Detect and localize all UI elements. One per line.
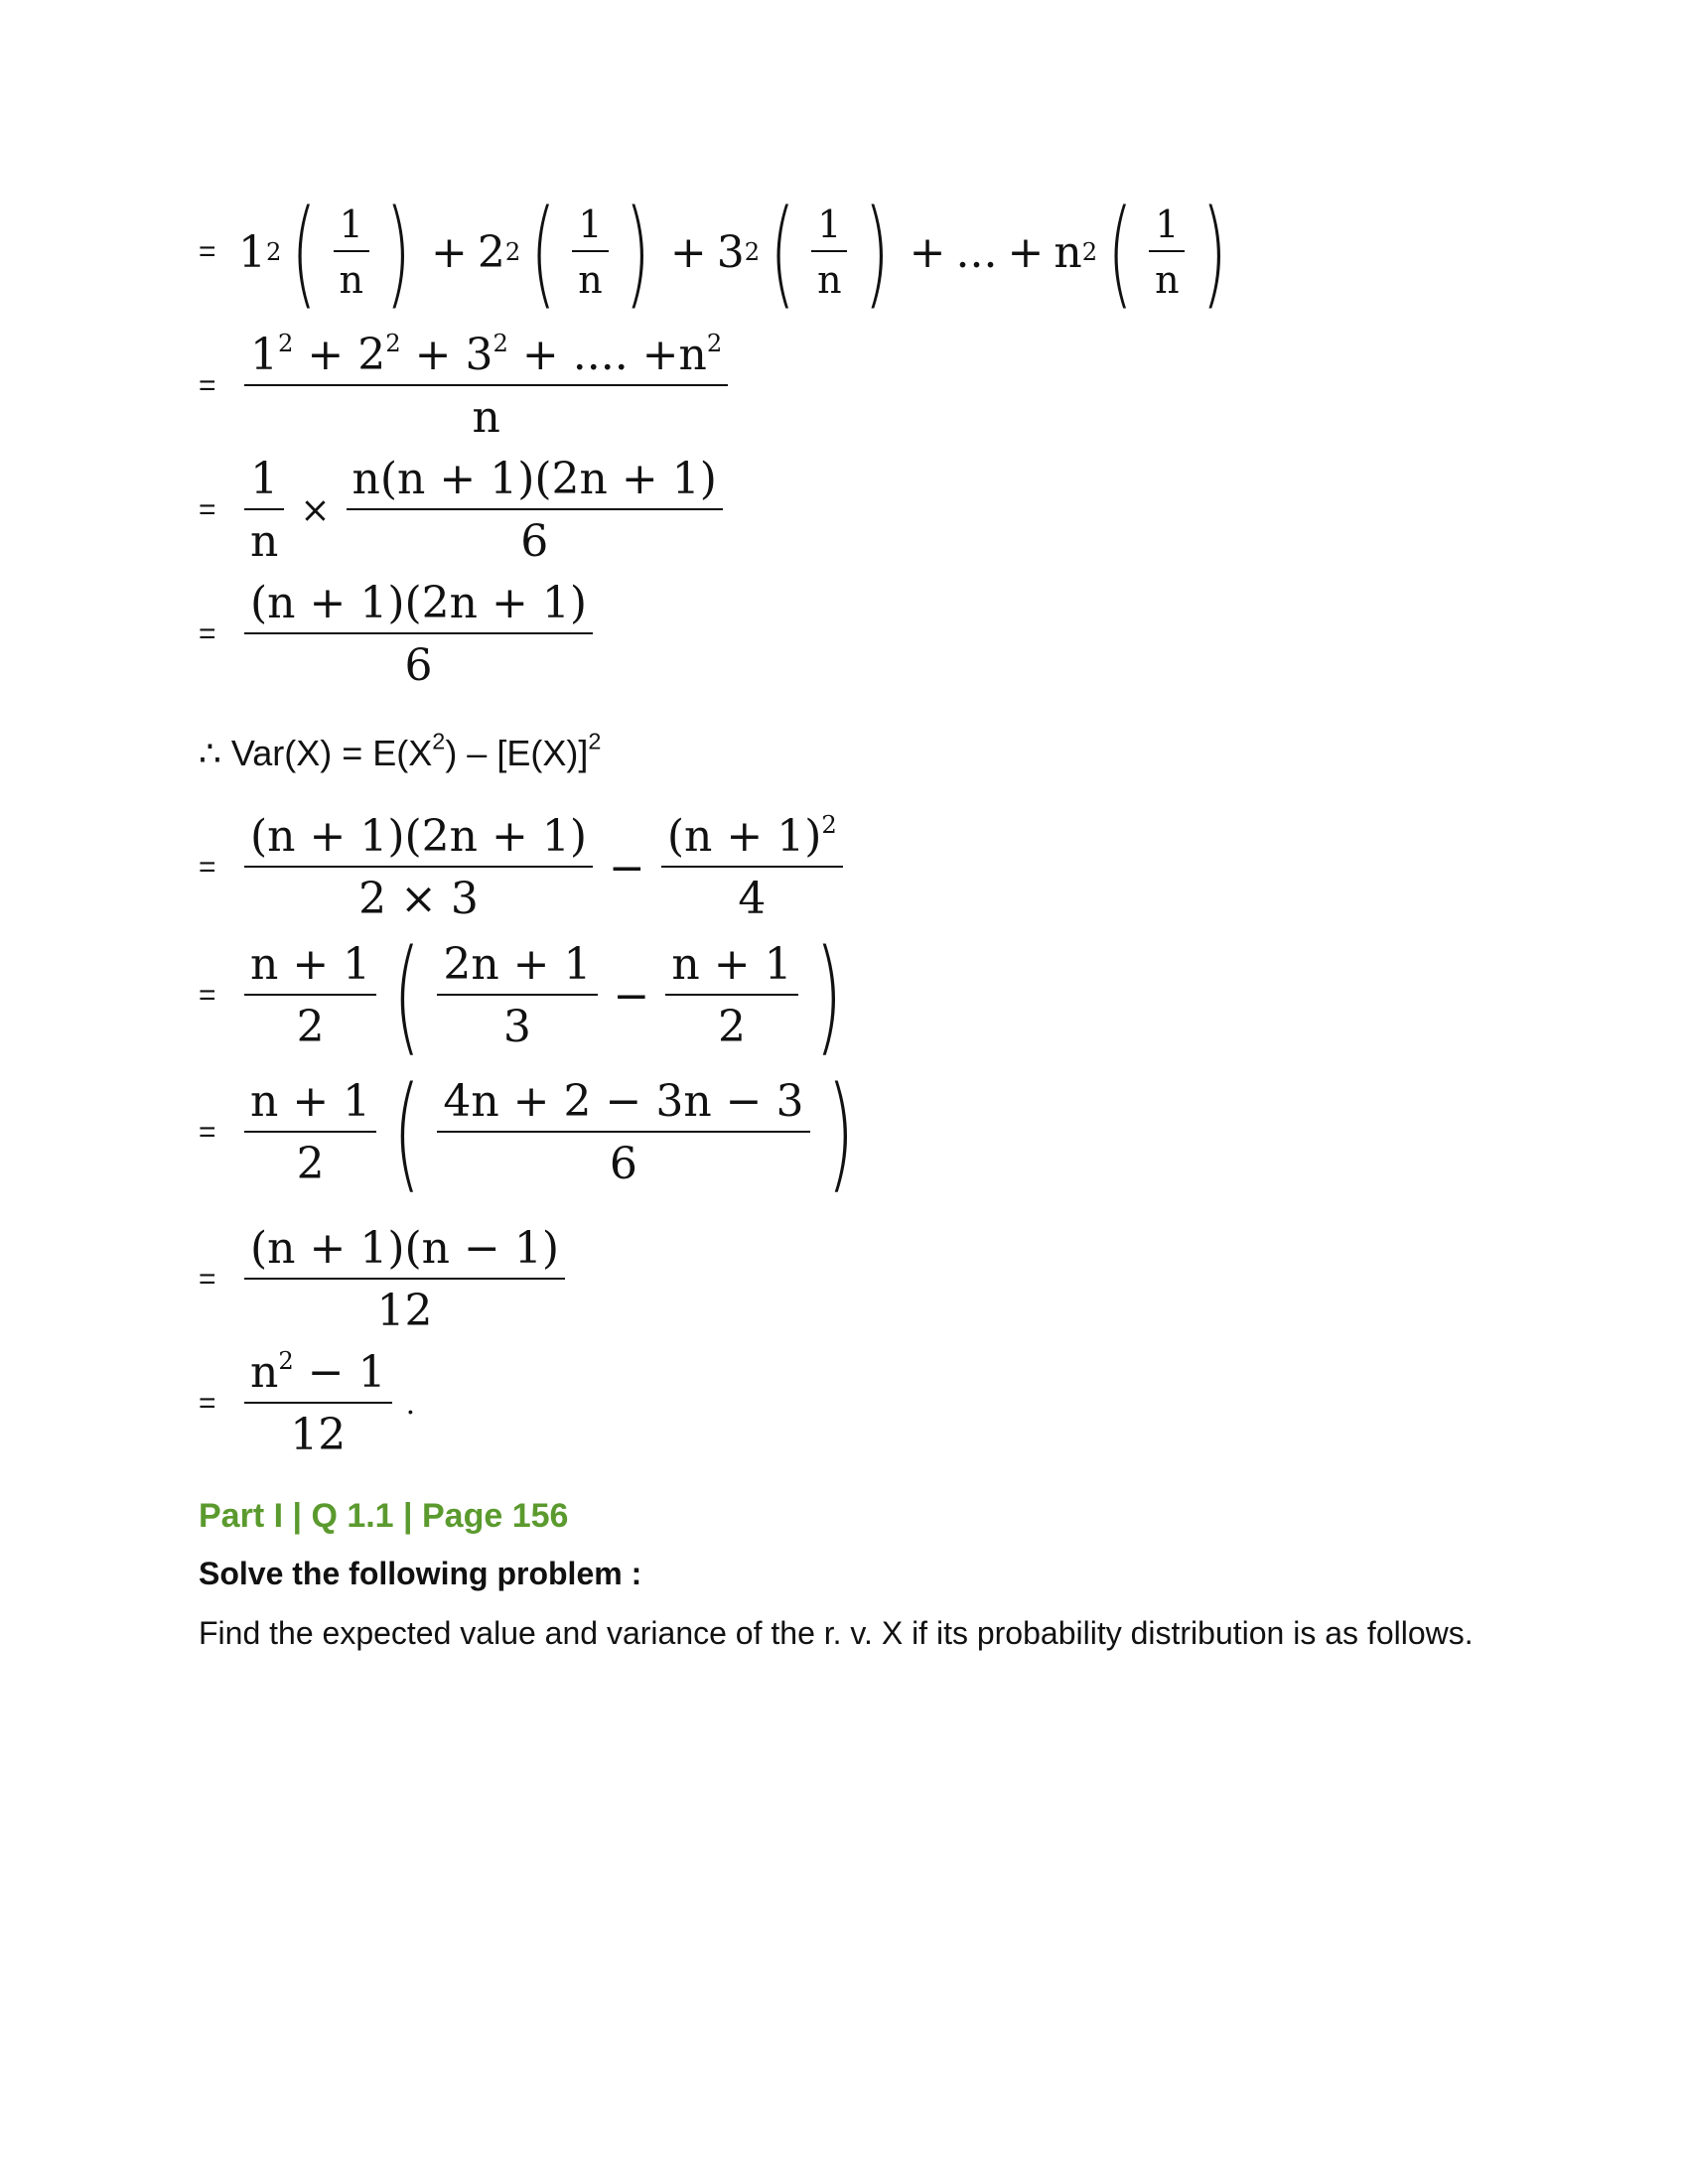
equals-sign: =	[199, 979, 216, 1012]
formula-text: ∴ Var(X) = E(X	[199, 733, 433, 773]
denominator: 12	[290, 1410, 347, 1460]
numerator: 4n + 2 − 3n − 3	[437, 1076, 809, 1133]
numerator	[244, 330, 728, 386]
term: + 2	[307, 330, 386, 380]
term: 1	[250, 330, 278, 380]
denominator: n	[817, 258, 842, 302]
times-operator: ×	[300, 489, 331, 531]
problem-heading: Solve the following problem :	[199, 1556, 642, 1591]
denominator: 3	[502, 1002, 531, 1052]
ellipsis: ...	[955, 226, 998, 278]
left-paren: (	[393, 1059, 421, 1205]
term: n	[250, 1347, 279, 1398]
expression	[238, 578, 599, 691]
variance-formula	[199, 728, 602, 774]
term: − 1	[293, 1347, 386, 1398]
plus-operator: +	[430, 226, 468, 278]
equals-sign: =	[199, 493, 216, 526]
numerator: (n + 1)(2n + 1)	[244, 811, 593, 868]
equation-line-7	[199, 1059, 865, 1205]
right-paren: )	[1201, 184, 1227, 321]
fraction	[665, 939, 797, 1052]
numerator: n + 1	[665, 939, 797, 996]
right-paren: )	[826, 1059, 854, 1205]
numerator: 1	[811, 203, 847, 252]
denominator: n	[339, 258, 363, 302]
expression	[238, 922, 853, 1068]
fraction	[244, 939, 376, 1052]
left-paren: (	[291, 184, 318, 321]
formula-text: ) – [E(X)]	[445, 733, 589, 773]
denominator: 2	[296, 1139, 325, 1189]
term-base: 2	[477, 226, 505, 278]
exponent: 2	[821, 810, 837, 839]
plus-operator: +	[909, 226, 946, 278]
equals-sign: =	[199, 1263, 216, 1296]
fraction	[244, 1223, 565, 1336]
fraction	[1149, 203, 1185, 302]
term: + 3	[414, 330, 493, 380]
equals-sign: =	[199, 1387, 216, 1420]
fraction	[244, 578, 593, 691]
numerator: (n + 1)(n − 1)	[244, 1223, 565, 1280]
numerator: n(n + 1)(2n + 1)	[347, 454, 723, 510]
denominator: 6	[609, 1139, 637, 1189]
end-period: .	[405, 1386, 416, 1422]
equation-line-3	[199, 454, 729, 567]
term: (n + 1)	[666, 811, 822, 862]
equation-line-4	[199, 578, 599, 691]
numerator: 1	[334, 203, 369, 252]
plus-operator: +	[1007, 226, 1045, 278]
exponent: 2	[278, 329, 294, 357]
fraction	[572, 203, 608, 302]
fraction	[437, 939, 597, 1052]
denominator: n	[1155, 258, 1180, 302]
term-base: n	[1054, 226, 1082, 278]
section-title: Part I | Q 1.1 | Page 156	[199, 1497, 569, 1535]
left-paren: (	[770, 184, 795, 321]
plus-operator: +	[669, 226, 707, 278]
numerator: 1	[244, 454, 284, 510]
numerator: 1	[1149, 203, 1185, 252]
expression	[238, 330, 734, 443]
exponent: 2	[588, 728, 602, 754]
minus-operator: −	[613, 970, 650, 1022]
left-paren: (	[1107, 184, 1133, 321]
equation-line-9	[199, 1347, 415, 1460]
fraction	[347, 454, 723, 567]
fraction	[244, 1347, 392, 1460]
exponent: 2	[385, 329, 401, 357]
equals-sign: =	[199, 1116, 216, 1149]
exponent: 2	[278, 1346, 294, 1375]
denominator: 2 × 3	[358, 874, 479, 924]
denominator: 4	[738, 874, 767, 924]
exponent: 2	[492, 329, 508, 357]
right-paren: )	[385, 184, 411, 321]
fraction	[811, 203, 847, 302]
term-base: 3	[716, 226, 745, 278]
denominator: n	[250, 516, 279, 567]
equals-sign: =	[199, 369, 216, 402]
equation-line-5	[199, 811, 849, 924]
problem-text: Find the expected value and variance of the r. v. X if its probability distribution is as follows.	[199, 1615, 1474, 1651]
expression: 1 2 ( $\frac{1}{n}$ ) + 2 2 ( $\frac{1}{n}$ ) + 3 2 ( $\frac{1}{n}$ ) + ... + n 2 ( $\frac{1}{n}$ )	[238, 184, 1227, 321]
numerator	[661, 811, 843, 868]
equation-line-6	[199, 922, 853, 1068]
expression	[238, 1223, 571, 1336]
fraction	[333, 203, 368, 302]
right-paren: )	[814, 922, 842, 1068]
equation-line-2	[199, 330, 734, 443]
numerator: 1	[572, 203, 608, 252]
numerator	[244, 1347, 392, 1404]
equation-line-8	[199, 1223, 571, 1336]
equals-sign: =	[199, 235, 216, 268]
numerator: 2n + 1	[437, 939, 597, 996]
equation-line-1	[199, 184, 1237, 321]
denominator: 12	[376, 1286, 433, 1336]
term-base: 1	[238, 226, 266, 278]
exponent: 2	[432, 728, 446, 754]
left-paren: (	[530, 184, 556, 321]
denominator: 2	[717, 1002, 746, 1052]
equals-sign: =	[199, 851, 216, 884]
denominator: n	[578, 258, 603, 302]
expression	[238, 811, 849, 924]
expression	[238, 454, 729, 567]
expression	[238, 1347, 415, 1460]
fraction	[244, 1076, 376, 1189]
numerator: (n + 1)(2n + 1)	[244, 578, 593, 634]
exponent: 2	[706, 329, 723, 357]
fraction	[661, 811, 843, 924]
equals-sign: =	[199, 617, 216, 650]
fraction	[437, 1076, 809, 1189]
numerator: n + 1	[244, 1076, 376, 1133]
denominator: n	[472, 392, 500, 443]
minus-operator: −	[609, 842, 645, 893]
right-paren: )	[863, 184, 890, 321]
denominator: 2	[296, 1002, 325, 1052]
fraction	[244, 330, 728, 443]
numerator: n + 1	[244, 939, 376, 996]
term: + .... +n	[521, 330, 707, 380]
left-paren: (	[393, 922, 421, 1068]
denominator: 6	[404, 640, 433, 691]
denominator: 6	[520, 516, 549, 567]
expression	[238, 1059, 865, 1205]
fraction	[244, 811, 593, 924]
right-paren: )	[625, 184, 650, 321]
fraction	[244, 454, 284, 567]
